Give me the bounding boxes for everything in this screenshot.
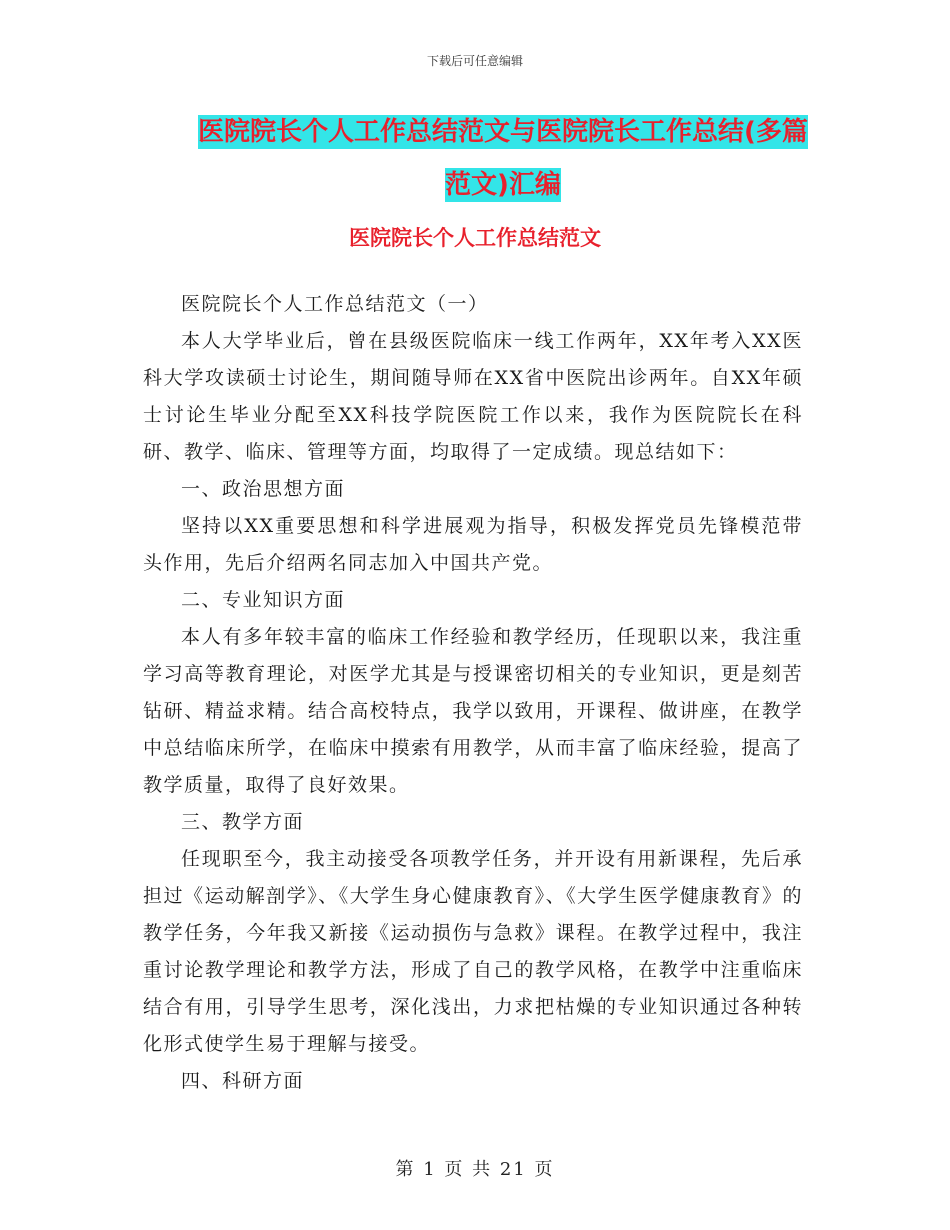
paragraph: 本人有多年较丰富的临床工作经验和教学经历，任现职以来，我注重学习高等教育理论，对医学尤其是与授课密切相关的专业知识，更是刻苦钻研、精益求精。结合高校特点，我学以致用，开课程、做讲座，在教学中总结临床所学，在临床中摸索有用教学，从而丰富了临床经验，提高了教学质量，取得了良好效果。 bbox=[143, 626, 803, 796]
paragraph: 四、科研方面 bbox=[181, 1070, 305, 1092]
document-title-text: 医院院长个人工作总结范文与医院院长工作总结(多篇范文)汇编 bbox=[198, 117, 808, 200]
document-title bbox=[188, 106, 818, 212]
paragraph: 二、专业知识方面 bbox=[181, 589, 346, 611]
paragraph: 三、教学方面 bbox=[181, 811, 305, 833]
section-title: 医院院长个人工作总结范文 bbox=[349, 226, 601, 250]
paragraph: 本人大学毕业后，曾在县级医院临床一线工作两年，XX年考入XX医科大学攻读硕士讨论生，期间随导师在XX省中医院出诊两年。自XX年硕士讨论生毕业分配至XX科技学院医院工作以来，我作为医院院长在科研、教学、临床、管理等方面，均取得了一定成绩。现总结如下： bbox=[143, 330, 803, 463]
page-footer: 第 1 页 共 21 页 bbox=[395, 1159, 555, 1180]
paragraph: 一、政治思想方面 bbox=[181, 478, 346, 500]
paragraph: 任现职至今，我主动接受各项教学任务，并开设有用新课程，先后承担过《运动解剖学》、《大学生身心健康教育》、《大学生医学健康教育》的教学任务，今年我又新接《运动损伤与急救》课程。在教学过程中，我注重讨论教学理论和教学方法，形成了自己的教学风格，在教学中注重临床结合有用，引导学生思考，深化浅出，力求把枯燥的专业知识通过各种转化形式使学生易于理解与接受。 bbox=[143, 848, 803, 1055]
header-note: 下载后可任意编辑 bbox=[426, 54, 523, 68]
paragraph: 医院院长个人工作总结范文（一） bbox=[181, 293, 489, 315]
paragraph: 坚持以XX重要思想和科学进展观为指导，积极发挥党员先锋模范带头作用，先后介绍两名同志加入中国共产党。 bbox=[143, 515, 803, 574]
document-body bbox=[143, 286, 803, 1100]
